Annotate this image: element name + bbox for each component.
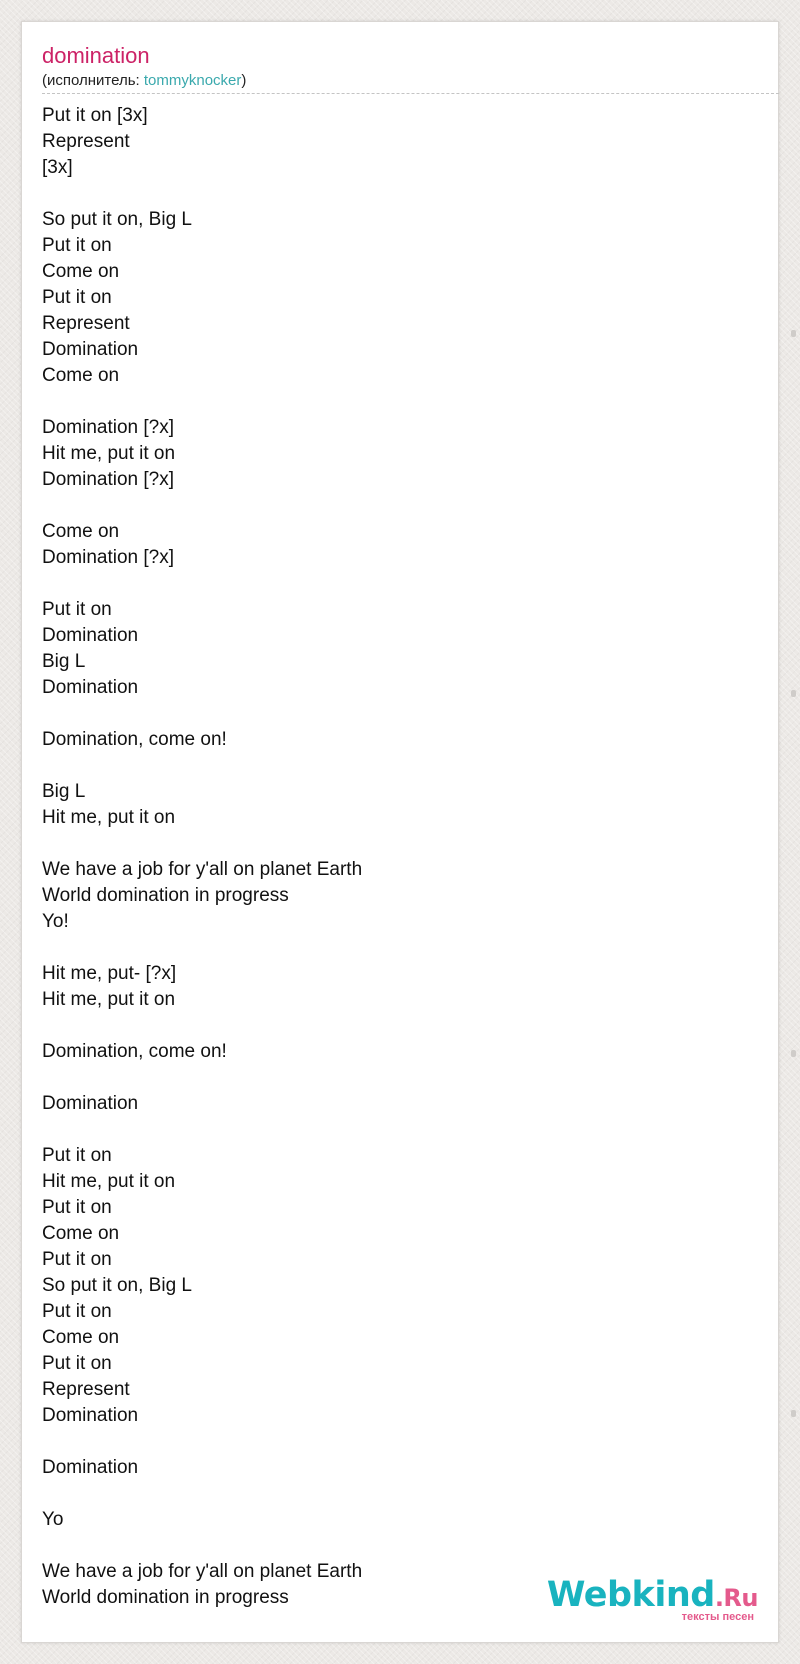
artist-prefix: (исполнитель:: [42, 72, 144, 89]
watermark-brand-suffix: .Ru: [714, 1584, 758, 1612]
lyric-blank-line: [42, 1429, 742, 1455]
lyric-line: Put it on [3x]: [42, 105, 148, 126]
lyric-line: Come on: [42, 261, 120, 282]
lyrics-card: [21, 21, 779, 1643]
lyric-line: Put it on: [42, 599, 112, 620]
edge-mark: [791, 1410, 796, 1417]
lyric-line: Represent: [42, 313, 130, 334]
lyric-line: Hit me, put it on: [42, 1171, 176, 1192]
lyric-line: Put it on: [42, 1301, 112, 1322]
lyric-line: We have a job for y'all on planet Earth: [42, 1561, 363, 1582]
lyric-line: Hit me, put it on: [42, 989, 176, 1010]
lyric-line: Big L: [42, 781, 86, 802]
lyric-line: World domination in progress: [42, 885, 289, 906]
edge-mark: [791, 690, 796, 697]
lyric-line: So put it on, Big L: [42, 209, 192, 230]
lyric-blank-line: [42, 493, 742, 519]
lyric-line: Come on: [42, 521, 120, 542]
lyric-line: Put it on: [42, 1197, 112, 1218]
lyric-blank-line: [42, 389, 742, 415]
lyric-line: [3x]: [42, 157, 73, 178]
lyric-line: Put it on: [42, 1145, 112, 1166]
lyric-blank-line: [42, 181, 742, 207]
edge-mark: [791, 1050, 796, 1057]
artist-suffix: ): [241, 72, 247, 89]
lyric-line: Represent: [42, 1379, 130, 1400]
lyric-line: Put it on: [42, 1249, 112, 1270]
lyric-line: Domination [?x]: [42, 417, 175, 438]
lyric-line: Put it on: [42, 287, 112, 308]
edge-mark: [791, 330, 796, 337]
lyric-line: Domination [?x]: [42, 547, 175, 568]
lyric-line: Domination: [42, 677, 139, 698]
lyric-line: Domination: [42, 339, 139, 360]
lyrics-body: [42, 103, 742, 1611]
lyric-line: Domination, come on!: [42, 729, 227, 750]
lyric-line: Big L: [42, 651, 86, 672]
lyric-blank-line: [42, 571, 742, 597]
lyric-blank-line: [42, 1533, 742, 1559]
lyric-line: Domination: [42, 1457, 139, 1478]
title-divider: [42, 93, 779, 94]
lyric-blank-line: [42, 753, 742, 779]
watermark-tagline: тексты песен: [681, 1611, 754, 1623]
lyric-line: Represent: [42, 131, 130, 152]
lyric-blank-line: [42, 1117, 742, 1143]
lyric-blank-line: [42, 831, 742, 857]
lyric-line: Come on: [42, 1327, 120, 1348]
lyric-line: Put it on: [42, 235, 112, 256]
lyric-line: Domination: [42, 625, 139, 646]
lyric-line: Come on: [42, 365, 120, 386]
lyric-line: Domination [?x]: [42, 469, 175, 490]
lyric-blank-line: [42, 1013, 742, 1039]
lyric-line: Domination: [42, 1405, 139, 1426]
lyric-blank-line: [42, 1065, 742, 1091]
lyric-blank-line: [42, 701, 742, 727]
lyric-line: World domination in progress: [42, 1587, 289, 1608]
lyric-line: Hit me, put it on: [42, 807, 176, 828]
lyric-line: Hit me, put- [?x]: [42, 963, 177, 984]
lyric-blank-line: [42, 1481, 742, 1507]
lyric-line: Domination, come on!: [42, 1041, 227, 1062]
song-title: domination: [42, 43, 150, 68]
lyric-line: So put it on, Big L: [42, 1275, 192, 1296]
lyric-line: Hit me, put it on: [42, 443, 176, 464]
lyric-line: We have a job for y'all on planet Earth: [42, 859, 363, 880]
lyric-line: Come on: [42, 1223, 120, 1244]
watermark-brand-main: Webkind: [546, 1575, 715, 1615]
lyric-line: Yo!: [42, 911, 69, 932]
lyric-line: Yo: [42, 1509, 64, 1530]
site-watermark: [546, 1575, 758, 1625]
artist-link[interactable]: tommyknocker: [143, 72, 242, 89]
artist-line: [42, 72, 246, 90]
lyric-line: Domination: [42, 1093, 139, 1114]
lyric-blank-line: [42, 935, 742, 961]
lyric-line: Put it on: [42, 1353, 112, 1374]
